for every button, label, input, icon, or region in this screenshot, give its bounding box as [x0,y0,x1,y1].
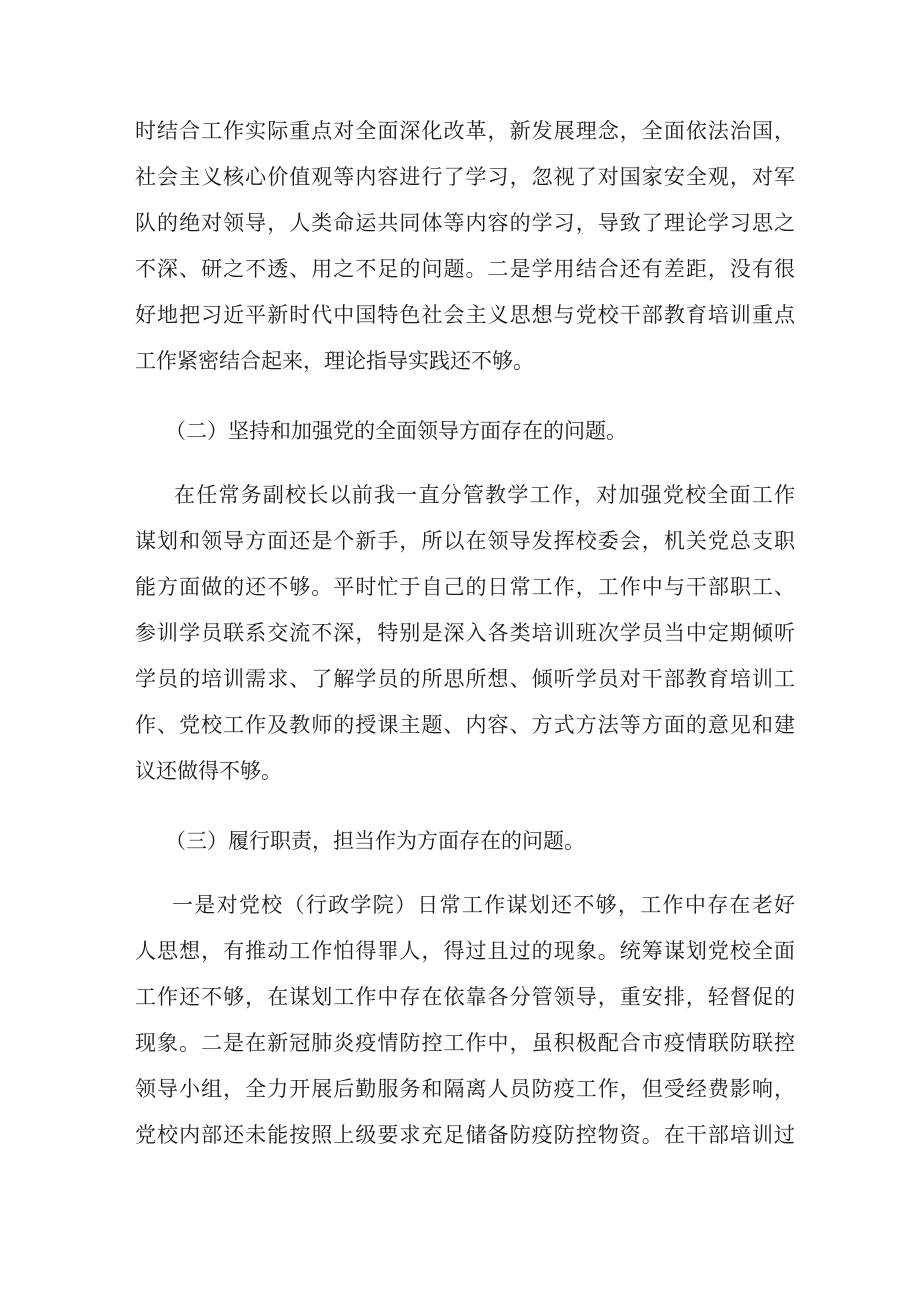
paragraph-line: 在任常务副校长以前我一直分管教学工作，对加强党校全面工作 [174,483,795,507]
paragraph-line: 工作紧密结合起来，理论指导实践还不够。 [135,349,534,373]
section-heading: （三）履行职责，担当作为方面存在的问题。 [165,829,585,853]
paragraph-line: 谋划和领导方面还是个新手，所以在领导发挥校委会，机关党总支职 [135,529,795,553]
paragraph-line: 社会主义核心价值观等内容进行了学习，忽视了对国家安全观，对军 [135,165,795,189]
paragraph-line: 党校内部还未能按照上级要求充足储备防疫防控物资。在干部培训过 [135,1123,795,1147]
paragraph-line: 时结合工作实际重点对全面深化改革，新发展理念，全面依法治国， [135,119,795,143]
paragraph-line: 一是对党校（行政学院）日常工作谋划还不够，工作中存在老好 [172,893,795,917]
paragraph-line: 学员的培训需求、了解学员的所思所想、倾听学员对干部教育培训工 [135,667,795,691]
paragraph-line: 现象。二是在新冠肺炎疫情防控工作中，虽积极配合市疫情联防联控 [135,1031,795,1055]
paragraph-line: 议还做得不够。 [135,759,282,783]
paragraph-line: 人思想，有推动工作怕得罪人，得过且过的现象。统筹谋划党校全面 [135,939,795,963]
section-heading: （二）坚持和加强党的全面领导方面存在的问题。 [165,419,627,443]
paragraph-line: 不深、研之不透、用之不足的问题。二是学用结合还有差距，没有很 [135,257,795,281]
paragraph-line: 能方面做的还不够。平时忙于自己的日常工作，工作中与干部职工、 [135,575,795,599]
paragraph-line: 领导小组，全力开展后勤服务和隔离人员防疫工作，但受经费影响， [135,1077,795,1101]
paragraph-line: 好地把习近平新时代中国特色社会主义思想与党校干部教育培训重点 [135,303,795,327]
paragraph-line: 参训学员联系交流不深，特别是深入各类培训班次学员当中定期倾听 [135,621,795,645]
paragraph-line: 作、党校工作及教师的授课主题、内容、方式方法等方面的意见和建 [135,713,795,737]
paragraph-line: 队的绝对领导，人类命运共同体等内容的学习，导致了理论学习思之 [135,211,795,235]
paragraph-line: 工作还不够，在谋划工作中存在依靠各分管领导，重安排，轻督促的 [135,985,795,1009]
